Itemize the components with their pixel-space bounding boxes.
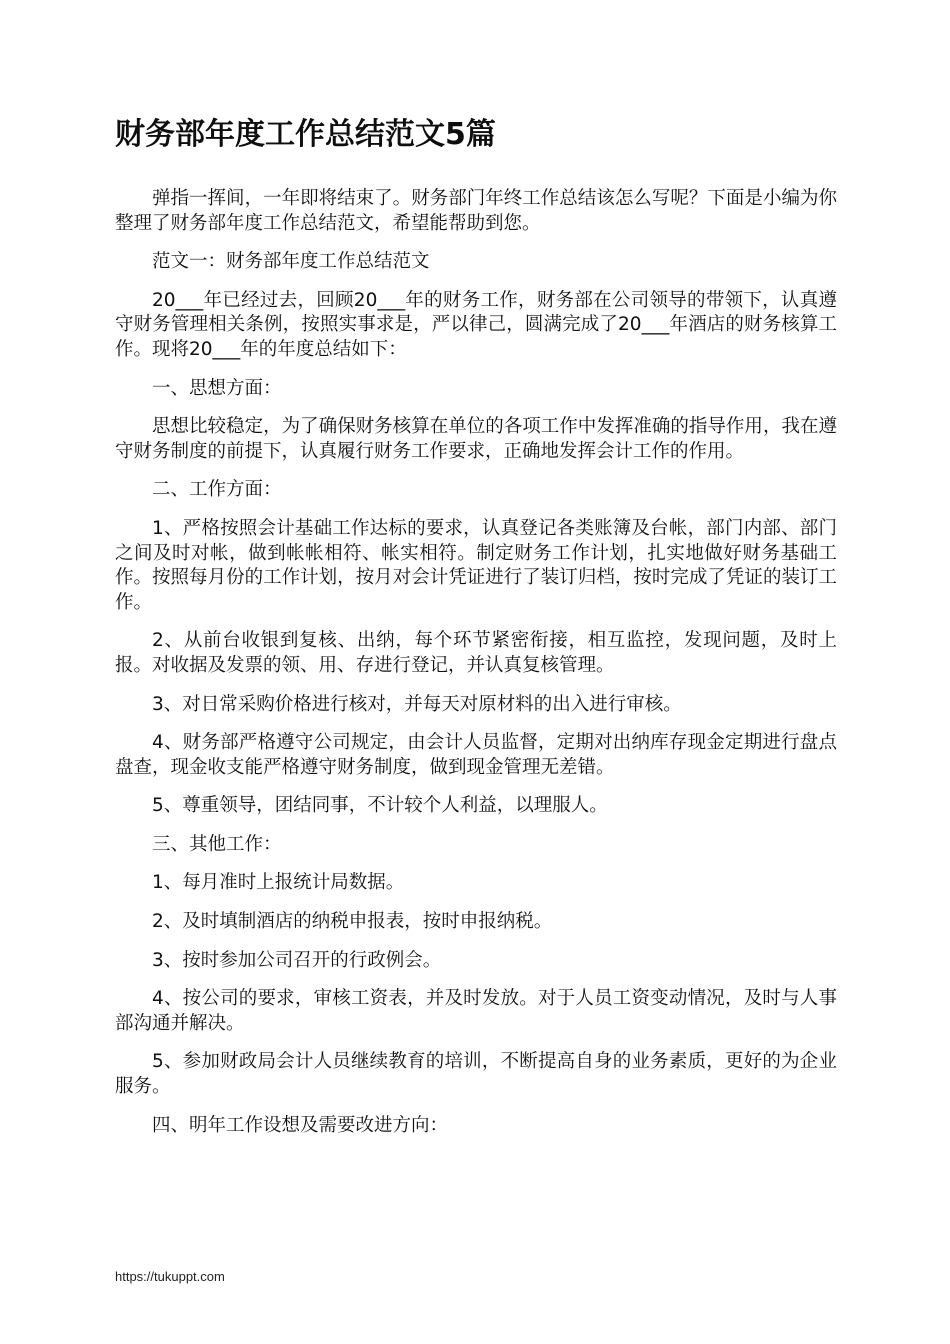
list-item: 4、财务部严格遵守公司规定，由会计人员监督，定期对出纳库存现金定期进行盘点盘查，现金收支能严格遵守财务制度，做到现金管理无差错。 [115, 732, 837, 778]
list-item: 3、按时参加公司召开的行政例会。 [152, 949, 442, 971]
section-heading: 一、思想方面： [152, 377, 282, 399]
section-heading: 四、明年工作设想及需要改进方向： [152, 1114, 449, 1136]
paragraph: 弹指一挥间，一年即将结束了。财务部门年终工作总结该怎么写呢？下面是小编为你整理了财务部年度工作总结范文，希望能帮助到您。 [115, 188, 837, 234]
paragraph: 思想比较稳定，为了确保财务核算在单位的各项工作中发挥准确的指导作用，我在遵守财务制度的前提下，认真履行财务工作要求，正确地发挥会计工作的作用。 [115, 416, 837, 462]
list-item: 1、严格按照会计基础工作达标的要求，认真登记各类账簿及台帐，部门内部、部门之间及时对帐，做到帐帐相符、帐实相符。制定财务工作计划，扎实地做好财务基础工作。按照每月份的工作计划，按月对会计凭证进行了装订归档，按时完成了凭证的装订工作。 [115, 517, 837, 613]
list-item: 4、按公司的要求，审核工资表，并及时发放。对于人员工资变动情况，及时与人事部沟通并解决。 [115, 988, 837, 1034]
list-item: 2、及时填制酒店的纳税申报表，按时申报纳税。 [152, 911, 553, 933]
footer-link[interactable]: https://tukuppt.com [115, 1269, 225, 1284]
document-title: 财务部年度工作总结范文5篇 [115, 117, 496, 152]
list-item: 5、参加财政局会计人员继续教育的培训，不断提高自身的业务素质，更好的为企业服务。 [115, 1051, 837, 1098]
list-item: 1、每月准时上报统计局数据。 [152, 872, 405, 894]
document-body [115, 187, 837, 1152]
list-item: 5、尊重领导，团结同事，不计较个人利益，以理服人。 [152, 795, 608, 817]
section-heading: 三、其他工作： [152, 833, 282, 855]
section-heading: 二、工作方面： [152, 479, 282, 501]
section-heading: 范文一：财务部年度工作总结范文 [152, 251, 430, 273]
list-item: 3、对日常采购价格进行核对，并每天对原材料的出入进行审核。 [152, 693, 682, 715]
paragraph: 20___年已经过去，回顾20___年的财务工作，财务部在公司领导的带领下，认真遵守财务管理相关条例，按照实事求是，严以律己，圆满完成了20___年酒店的财务核算工作。现将20___年的年度总结如下： [115, 289, 837, 360]
list-item: 2、从前台收银到复核、出纳，每个环节紧密衔接，相互监控，发现问题，及时上报。对收据及发票的领、用、存进行登记，并认真复核管理。 [115, 630, 837, 676]
